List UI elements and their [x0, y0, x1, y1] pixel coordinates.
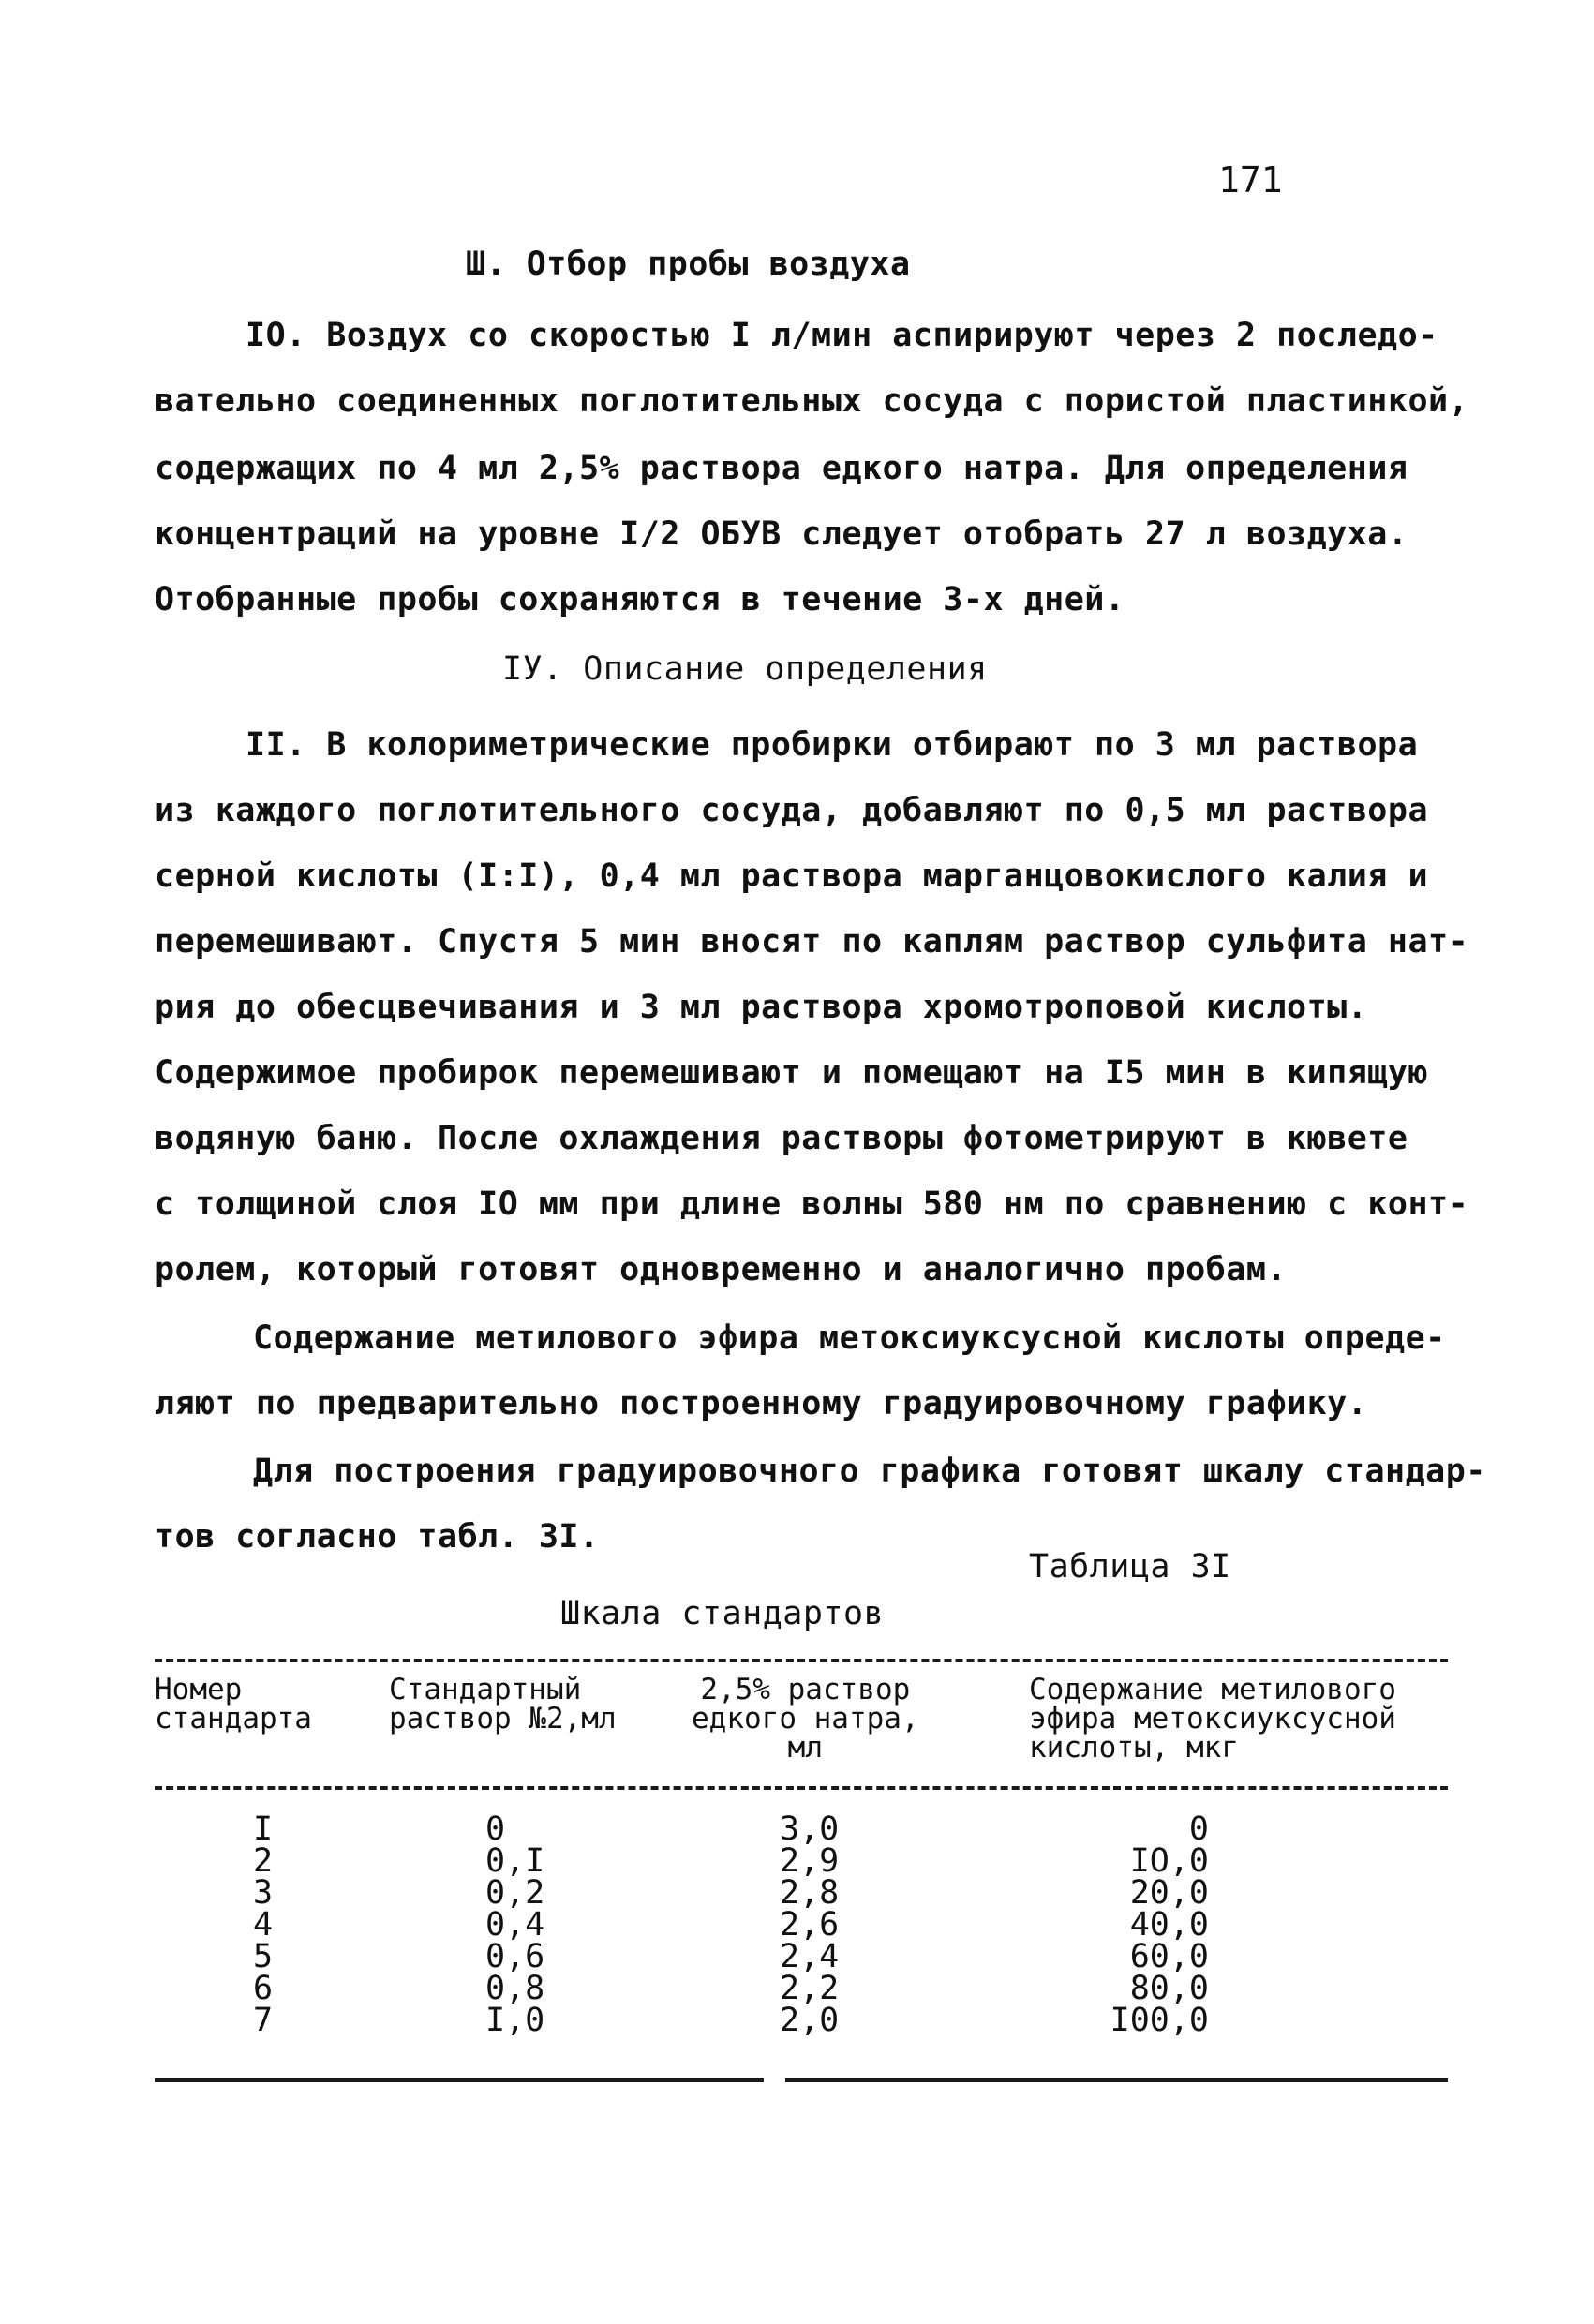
cell-sodium-hydroxide: 2,8	[780, 1874, 840, 1912]
cell-standard-number: I	[253, 1810, 274, 1848]
cell-standard-solution: 0	[485, 1810, 506, 1848]
text-line: перемешивают. Спустя 5 мин вносят по каплям раствор сульфита нат-	[155, 923, 1469, 961]
cell-standard-number: 5	[253, 1938, 274, 1975]
cell-ester-content: 20,0	[1129, 1874, 1209, 1912]
cell-standard-solution: 0,2	[485, 1874, 545, 1912]
cell-standard-solution: 0,I	[485, 1842, 545, 1880]
cell-ester-content: I00,0	[1110, 2002, 1209, 2039]
column-header-ester-content: Содержание метилового эфира метоксиуксусной кислоты, мкг	[1029, 1673, 1396, 1765]
cell-ester-content: 40,0	[1129, 1906, 1209, 1944]
text-line: Содержание метилового эфира метоксиуксусной кислоты опреде-	[253, 1319, 1446, 1357]
text-line: содержащих по 4 мл 2,5% раствора едкого натра. Для определения	[155, 450, 1408, 487]
text-line: II. В колориметрические пробирки отбирают по 3 мл раствора	[246, 726, 1419, 764]
cell-standard-number: 6	[253, 1970, 274, 2007]
table-top-rule	[155, 1659, 1448, 1662]
cell-standard-solution: 0,6	[485, 1938, 545, 1975]
text-line: из каждого поглотительного сосуда, добавляют по 0,5 мл раствора	[155, 792, 1429, 829]
cell-standard-solution: I,0	[485, 2002, 545, 2039]
text-line: IO. Воздух со скоростью I л/мин аспирируют через 2 последо-	[246, 317, 1438, 354]
cell-sodium-hydroxide: 2,4	[780, 1938, 840, 1975]
column-header-sodium-hydroxide: 2,5% раствор едкого натра, мл	[692, 1673, 919, 1765]
text-line: Содержимое пробирок перемешивают и помещают на I5 мин в кипящую	[155, 1054, 1429, 1092]
text-line: водяную баню. После охлаждения растворы фотометрируют в кювете	[155, 1120, 1408, 1157]
cell-sodium-hydroxide: 2,2	[780, 1970, 840, 2007]
cell-standard-number: 2	[253, 1842, 274, 1880]
text-line: концентраций на уровне I/2 ОБУВ следует отобрать 27 л воздуха.	[155, 515, 1408, 553]
section-heading-air-sampling: Ш. Отбор пробы воздуха	[466, 246, 911, 283]
cell-ester-content: 0	[1188, 1810, 1209, 1848]
page-number: 171	[1218, 159, 1283, 201]
cell-standard-number: 4	[253, 1906, 274, 1944]
text-line: тов согласно табл. 3I.	[155, 1518, 600, 1556]
table-bottom-rule-left	[155, 2078, 764, 2082]
text-line: вательно соединенных поглотительных сосуда с пористой пластинкой,	[155, 382, 1469, 420]
text-line: ролем, который готовят одновременно и аналогично пробам.	[155, 1251, 1288, 1289]
cell-sodium-hydroxide: 2,6	[780, 1906, 840, 1944]
text-line: с толщиной слоя IO мм при длине волны 580 нм по сравнению с конт-	[155, 1185, 1469, 1223]
table-title: Шкала стандартов	[560, 1595, 885, 1632]
text-line: Отобранные пробы сохраняются в течение 3-х дней.	[155, 581, 1125, 618]
cell-ester-content: 80,0	[1129, 1970, 1209, 2007]
column-header-standard-solution: Стандартный раствор №2,мл	[389, 1673, 617, 1736]
section-heading-determination: IУ. Описание определения	[502, 650, 988, 688]
cell-standard-number: 7	[253, 2002, 274, 2039]
cell-sodium-hydroxide: 2,0	[780, 2002, 840, 2039]
text-line: серной кислоты (I:I), 0,4 мл раствора марганцовокислого калия и	[155, 857, 1429, 895]
cell-standard-solution: 0,8	[485, 1970, 545, 2007]
text-line: Для построения градуировочного графика готовят шкалу стандар-	[253, 1452, 1486, 1490]
text-line: ляют по предварительно построенному градуировочному графику.	[155, 1385, 1368, 1423]
cell-standard-solution: 0,4	[485, 1906, 545, 1944]
cell-ester-content: IO,0	[1129, 1842, 1209, 1880]
table-label: Таблица 3I	[1029, 1548, 1231, 1586]
cell-ester-content: 60,0	[1129, 1938, 1209, 1975]
table-bottom-rule-right	[785, 2078, 1448, 2082]
table-header-rule	[155, 1786, 1448, 1790]
cell-standard-number: 3	[253, 1874, 274, 1912]
text-line: рия до обесцвечивания и 3 мл раствора хромотроповой кислоты.	[155, 989, 1368, 1026]
cell-sodium-hydroxide: 3,0	[780, 1810, 840, 1848]
cell-sodium-hydroxide: 2,9	[780, 1842, 840, 1880]
column-header-standard-number: Номер стандарта	[155, 1673, 312, 1736]
